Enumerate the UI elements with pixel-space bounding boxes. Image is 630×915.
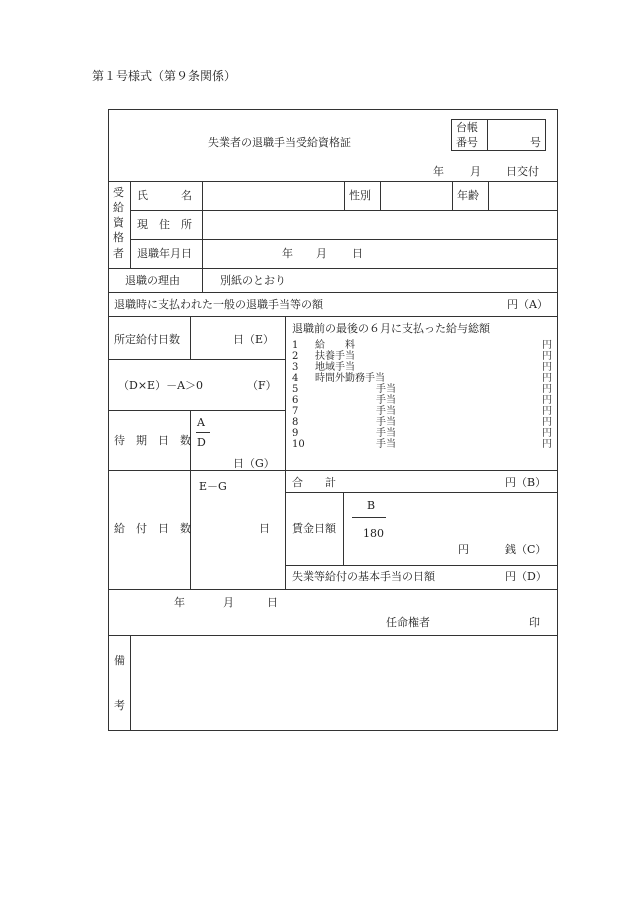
salary-item-name: 時間外勤務手当 — [315, 373, 385, 384]
total-unit: 円（B） — [505, 476, 547, 489]
side-label-4: 格 — [113, 231, 124, 244]
form-number: 第１号様式（第９条関係） — [92, 69, 237, 83]
salary-item-name: 給 料 — [315, 340, 355, 351]
remarks-char-2: 考 — [114, 699, 125, 712]
salary-item-no: 9 — [292, 428, 299, 439]
seal-label: 印 — [529, 616, 540, 629]
waiting-days-unit: 日（G） — [233, 457, 275, 470]
salary-item — [292, 374, 552, 385]
prescribed-days-unit: 日（E） — [233, 333, 275, 346]
salary-item-name: 手当 — [376, 439, 396, 450]
salary-heading: 退職前の最後の６月に支払った給与総額 — [292, 322, 490, 335]
address-label: 現 住 所 — [137, 218, 192, 231]
salary-item-no: 3 — [292, 362, 299, 373]
age-label: 年齢 — [457, 189, 479, 202]
allowance-label: 退職時に支払われた一般の退職手当等の額 — [114, 298, 323, 311]
remarks-area[interactable] — [131, 636, 557, 730]
benefit-days-label: 給 付 日 数 — [114, 522, 191, 535]
fraction-d: D — [197, 436, 206, 449]
basic-allowance-label: 失業等給付の基本手当の日額 — [292, 570, 435, 583]
fraction-a: A — [197, 416, 205, 429]
salary-item-name: 手当 — [376, 428, 396, 439]
retire-month: 月 — [316, 247, 327, 260]
salary-item-yen: 円 — [542, 384, 552, 395]
salary-item-no: 8 — [292, 417, 299, 428]
salary-item-yen: 円 — [542, 362, 552, 373]
side-label-1: 受 — [113, 186, 124, 199]
salary-item-list — [292, 341, 552, 451]
salary-item-name: 地域手当 — [315, 362, 355, 373]
allowance-unit: 円（A） — [507, 298, 548, 311]
form-title: 失業者の退職手当受給資格証 — [208, 136, 351, 149]
total-label: 合 計 — [292, 476, 336, 489]
issue-year: 年 — [433, 165, 444, 178]
salary-item-yen: 円 — [542, 395, 552, 406]
salary-item — [292, 385, 552, 396]
waiting-days-label: 待 期 日 数 — [114, 434, 191, 447]
salary-item-yen: 円 — [542, 428, 552, 439]
salary-item-no: 10 — [292, 439, 305, 450]
salary-item-no: 7 — [292, 406, 299, 417]
reason-label: 退職の理由 — [125, 274, 180, 287]
daily-wage-yen: 円 — [458, 543, 469, 556]
salary-item-no: 5 — [292, 384, 299, 395]
daily-wage-label: 賃金日額 — [292, 522, 336, 535]
basic-allowance-unit: 円（D） — [505, 570, 547, 583]
ledger-unit: 号 — [530, 136, 541, 149]
ledger-label-2: 番号 — [456, 136, 478, 149]
salary-item-no: 4 — [292, 373, 299, 384]
salary-item-name: 扶養手当 — [315, 351, 355, 362]
salary-item-yen: 円 — [542, 351, 552, 362]
salary-item-name: 手当 — [376, 384, 396, 395]
salary-item-yen: 円 — [542, 406, 552, 417]
salary-item-name: 手当 — [376, 395, 396, 406]
retire-day: 日 — [352, 247, 363, 260]
daily-wage-numerator: B — [367, 499, 376, 512]
formula-tag: （F） — [247, 379, 277, 392]
prescribed-days-label: 所定給付日数 — [114, 333, 180, 346]
salary-item-yen: 円 — [542, 340, 552, 351]
appointer-label: 任命権者 — [386, 616, 430, 629]
footer-day: 日 — [267, 596, 278, 609]
retire-date-label: 退職年月日 — [137, 247, 192, 260]
side-label-2: 給 — [113, 201, 124, 214]
footer-year: 年 — [174, 596, 185, 609]
side-label-5: 者 — [113, 247, 124, 260]
salary-item-yen: 円 — [542, 439, 552, 450]
salary-item — [292, 440, 552, 451]
daily-wage-denominator: 180 — [363, 527, 384, 540]
benefit-formula: E－G — [199, 480, 227, 493]
benefit-days-unit: 日 — [259, 522, 270, 535]
footer-month: 月 — [223, 596, 234, 609]
salary-item-no: 1 — [292, 340, 299, 351]
daily-wage-sen: 銭（C） — [505, 543, 547, 556]
name-label: 氏 名 — [137, 189, 192, 202]
side-label-3: 資 — [113, 216, 124, 229]
gender-label: 性別 — [349, 189, 371, 202]
salary-item-name: 手当 — [376, 417, 396, 428]
formula: （D×E）－A＞0 — [118, 379, 204, 392]
retire-year: 年 — [282, 247, 293, 260]
salary-item-no: 2 — [292, 351, 299, 362]
ledger-label-1: 台帳 — [456, 121, 478, 134]
salary-item-no: 6 — [292, 395, 299, 406]
salary-item-name: 手当 — [376, 406, 396, 417]
salary-item — [292, 418, 552, 429]
reason-value: 別紙のとおり — [220, 274, 286, 287]
salary-item — [292, 429, 552, 440]
remarks-char-1: 備 — [114, 654, 125, 667]
salary-item-yen: 円 — [542, 373, 552, 384]
salary-item — [292, 396, 552, 407]
salary-item — [292, 407, 552, 418]
salary-item-yen: 円 — [542, 417, 552, 428]
issue-month: 月 — [470, 165, 481, 178]
issue-day: 日交付 — [506, 165, 539, 178]
